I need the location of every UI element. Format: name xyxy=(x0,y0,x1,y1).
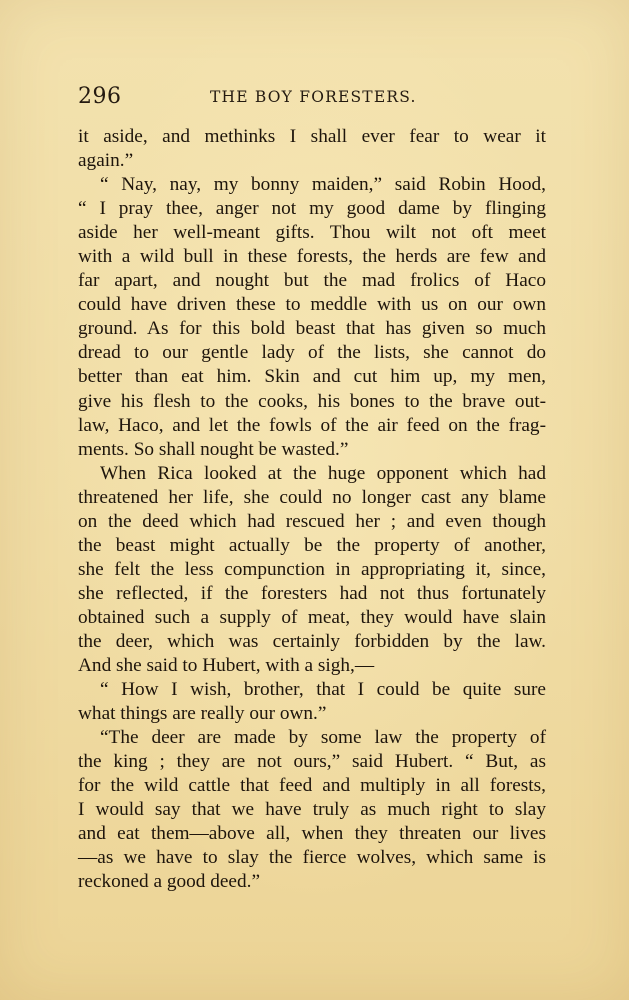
text-line: “ Nay, nay, my bonny maiden,” said Robin Hood, xyxy=(100,174,546,196)
text-line: give his flesh to the cooks, his bones to the brave out- xyxy=(78,390,546,412)
text-line: “ How I wish, brother, that I could be quite sure xyxy=(100,679,546,701)
text-line: —as we have to slay the fierce wolves, which same is xyxy=(78,847,546,869)
text-line: again.” xyxy=(78,150,134,172)
text-line: she felt the less compunction in appropriating it, since, xyxy=(78,558,546,580)
text-line: better than eat him. Skin and cut him up, my men, xyxy=(78,366,546,388)
text-line: When Rica looked at the huge opponent which had xyxy=(100,462,546,484)
body-text xyxy=(78,125,546,895)
text-line: it aside, and methinks I shall ever fear to wear it xyxy=(78,126,546,147)
text-line: and eat them—above all, when they threaten our lives xyxy=(78,823,546,845)
text-line: obtained such a supply of meat, they would have slain xyxy=(78,606,546,628)
text-line: the king ; they are not ours,” said Hubert. “ But, as xyxy=(78,751,546,773)
text-line: she reflected, if the foresters had not thus fortunately xyxy=(78,582,546,604)
text-line: on the deed which had rescued her ; and even though xyxy=(78,510,546,532)
text-line: And she said to Hubert, with a sigh,— xyxy=(78,655,375,677)
text-line: for the wild cattle that feed and multiply in all forests, xyxy=(78,775,546,797)
text-line: could have driven these to meddle with us on our own xyxy=(78,294,546,316)
text-line: I would say that we have truly as much right to slay xyxy=(78,799,546,821)
text-line: “The deer are made by some law the property of xyxy=(100,727,546,749)
text-line: reckoned a good deed.” xyxy=(78,871,261,893)
text-line: dread to our gentle lady of the lists, she cannot do xyxy=(78,342,546,364)
page-number: 296 xyxy=(78,84,122,109)
text-line: far apart, and nought but the mad frolics of Haco xyxy=(78,270,546,292)
text-line: “ I pray thee, anger not my good dame by flinging xyxy=(78,198,546,220)
text-line: aside her well-meant gifts. Thou wilt not oft meet xyxy=(78,222,546,244)
text-line: ments. So shall nought be wasted.” xyxy=(78,438,349,460)
text-line: ground. As for this bold beast that has given so much xyxy=(78,318,546,340)
text-line: with a wild bull in these forests, the herds are few and xyxy=(78,246,546,268)
text-line: the beast might actually be the property of another, xyxy=(78,534,546,556)
text-line: what things are really our own.” xyxy=(78,703,327,725)
text-line: law, Haco, and let the fowls of the air feed on the frag- xyxy=(78,414,546,436)
text-line: the deer, which was certainly forbidden by the law. xyxy=(78,630,546,652)
page-header xyxy=(78,84,548,114)
running-head: THE BOY FORESTERS. xyxy=(210,88,417,106)
text-line: threatened her life, she could no longer cast any blame xyxy=(78,486,546,508)
